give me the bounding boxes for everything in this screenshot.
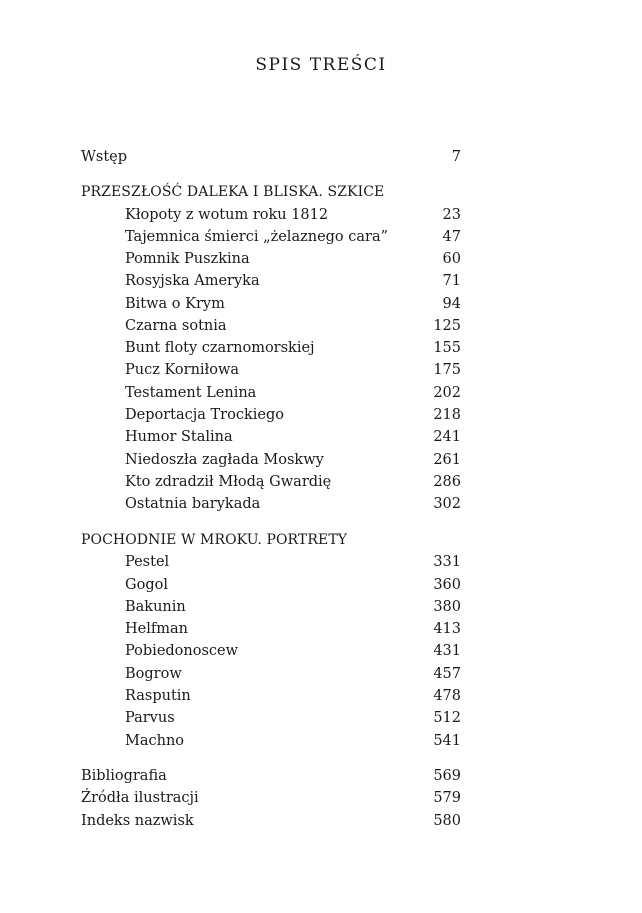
toc-entry-label: Niedoszła zagłada Moskwy — [125, 452, 324, 468]
toc-entry[interactable] — [125, 271, 461, 291]
toc-entry-intro[interactable] — [81, 147, 461, 167]
toc-entry-label: Machno — [125, 733, 185, 749]
toc-entry-page: 478 — [433, 688, 461, 704]
toc-entry-label: Kłopoty z wotum roku 1812 — [125, 207, 329, 223]
toc-entry-page: 202 — [433, 385, 461, 401]
toc-entry-page: 580 — [433, 813, 461, 829]
toc-entry-page: 47 — [442, 229, 461, 245]
toc-entry[interactable] — [125, 708, 461, 728]
toc-entry[interactable] — [125, 338, 461, 358]
toc-entry-page: 360 — [433, 577, 461, 593]
toc-entry-page: 175 — [433, 362, 461, 378]
toc-entry-page: 241 — [433, 429, 461, 445]
section-heading: POCHODNIE W MROKU. PORTRETY — [81, 532, 348, 548]
toc-entry-page: 7 — [451, 149, 461, 165]
toc-entry-page: 431 — [433, 643, 461, 659]
toc-entry[interactable] — [125, 450, 461, 470]
toc-entry-illustration-sources[interactable] — [81, 788, 461, 808]
toc-entry[interactable] — [125, 360, 461, 380]
toc-entry-page: 286 — [433, 474, 461, 490]
toc-entry[interactable] — [125, 731, 461, 751]
toc-entry-label: Testament Lenina — [125, 385, 257, 401]
page-title: SPIS TREŚCI — [255, 55, 387, 75]
toc-entry[interactable] — [125, 494, 461, 514]
toc-entry-label: Gogol — [125, 577, 168, 593]
toc-entry[interactable] — [125, 664, 461, 684]
toc-entry[interactable] — [125, 619, 461, 639]
toc-entry-page: 125 — [433, 318, 461, 334]
toc-entry-bibliography[interactable] — [81, 766, 461, 786]
toc-entry-page: 218 — [433, 407, 461, 423]
toc-entry-label: Parvus — [125, 710, 175, 726]
toc-entry-label: Kto zdradził Młodą Gwardię — [125, 474, 332, 490]
toc-entry-page: 413 — [433, 621, 461, 637]
toc-entry[interactable] — [125, 427, 461, 447]
toc-entry-page: 302 — [433, 496, 461, 512]
toc-entry-label: Rosyjska Ameryka — [125, 273, 260, 289]
toc-entry-label: Indeks nazwisk — [81, 813, 194, 829]
toc-entry[interactable] — [125, 686, 461, 706]
toc-entry[interactable] — [125, 383, 461, 403]
toc-entry[interactable] — [125, 597, 461, 617]
toc-entry-label: Wstęp — [81, 149, 128, 165]
toc-entry-page: 541 — [433, 733, 461, 749]
toc-entry-label: Ostatnia barykada — [125, 496, 261, 512]
toc-entry-label: Bogrow — [125, 666, 182, 682]
toc-entry-label: Czarna sotnia — [125, 318, 227, 334]
toc-entry-label: Rasputin — [125, 688, 191, 704]
toc-entry-page: 569 — [433, 768, 461, 784]
toc-entry-label: Pomnik Puszkina — [125, 251, 250, 267]
toc-entry-label: Pestel — [125, 554, 170, 570]
toc-entry-page: 155 — [433, 340, 461, 356]
toc-entry[interactable] — [125, 249, 461, 269]
toc-entry-label: Tajemnica śmierci „żelaznego cara” — [125, 229, 389, 245]
toc-entry[interactable] — [125, 405, 461, 425]
toc-entry-page: 380 — [433, 599, 461, 615]
toc-entry-page: 60 — [442, 251, 461, 267]
toc-entry-label: Pobiedonoscew — [125, 643, 239, 659]
toc-entry-label: Bakunin — [125, 599, 186, 615]
toc-entry-label: Bibliografia — [81, 768, 167, 784]
toc-entry[interactable] — [125, 472, 461, 492]
toc-entry-page: 457 — [433, 666, 461, 682]
toc-entry-page: 261 — [433, 452, 461, 468]
section-heading: PRZESZŁOŚĆ DALEKA I BLISKA. SZKICE — [81, 184, 385, 200]
toc-entry[interactable] — [125, 316, 461, 336]
toc-entry[interactable] — [125, 641, 461, 661]
toc-entry[interactable] — [125, 552, 461, 572]
toc-entry[interactable] — [125, 205, 461, 225]
toc-entry-page: 71 — [442, 273, 461, 289]
toc-entry-label: Deportacja Trockiego — [125, 407, 284, 423]
toc-entry[interactable] — [125, 575, 461, 595]
toc-entry-label: Pucz Korniłowa — [125, 362, 240, 378]
toc-entry-page: 331 — [433, 554, 461, 570]
toc-entry-label: Helfman — [125, 621, 188, 637]
toc-entry-label: Bitwa o Krym — [125, 296, 225, 312]
toc-entry-label: Bunt floty czarnomorskiej — [125, 340, 315, 356]
toc-entry-label: Źródła ilustracji — [81, 790, 199, 806]
toc-entry-label: Humor Stalina — [125, 429, 233, 445]
toc-entry-page: 512 — [433, 710, 461, 726]
toc-entry[interactable] — [125, 294, 461, 314]
toc-entry-page: 23 — [442, 207, 461, 223]
toc-entry-page: 579 — [433, 790, 461, 806]
toc-entry-index[interactable] — [81, 811, 461, 831]
toc-entry-page: 94 — [442, 296, 461, 312]
toc-entry[interactable] — [125, 227, 461, 247]
